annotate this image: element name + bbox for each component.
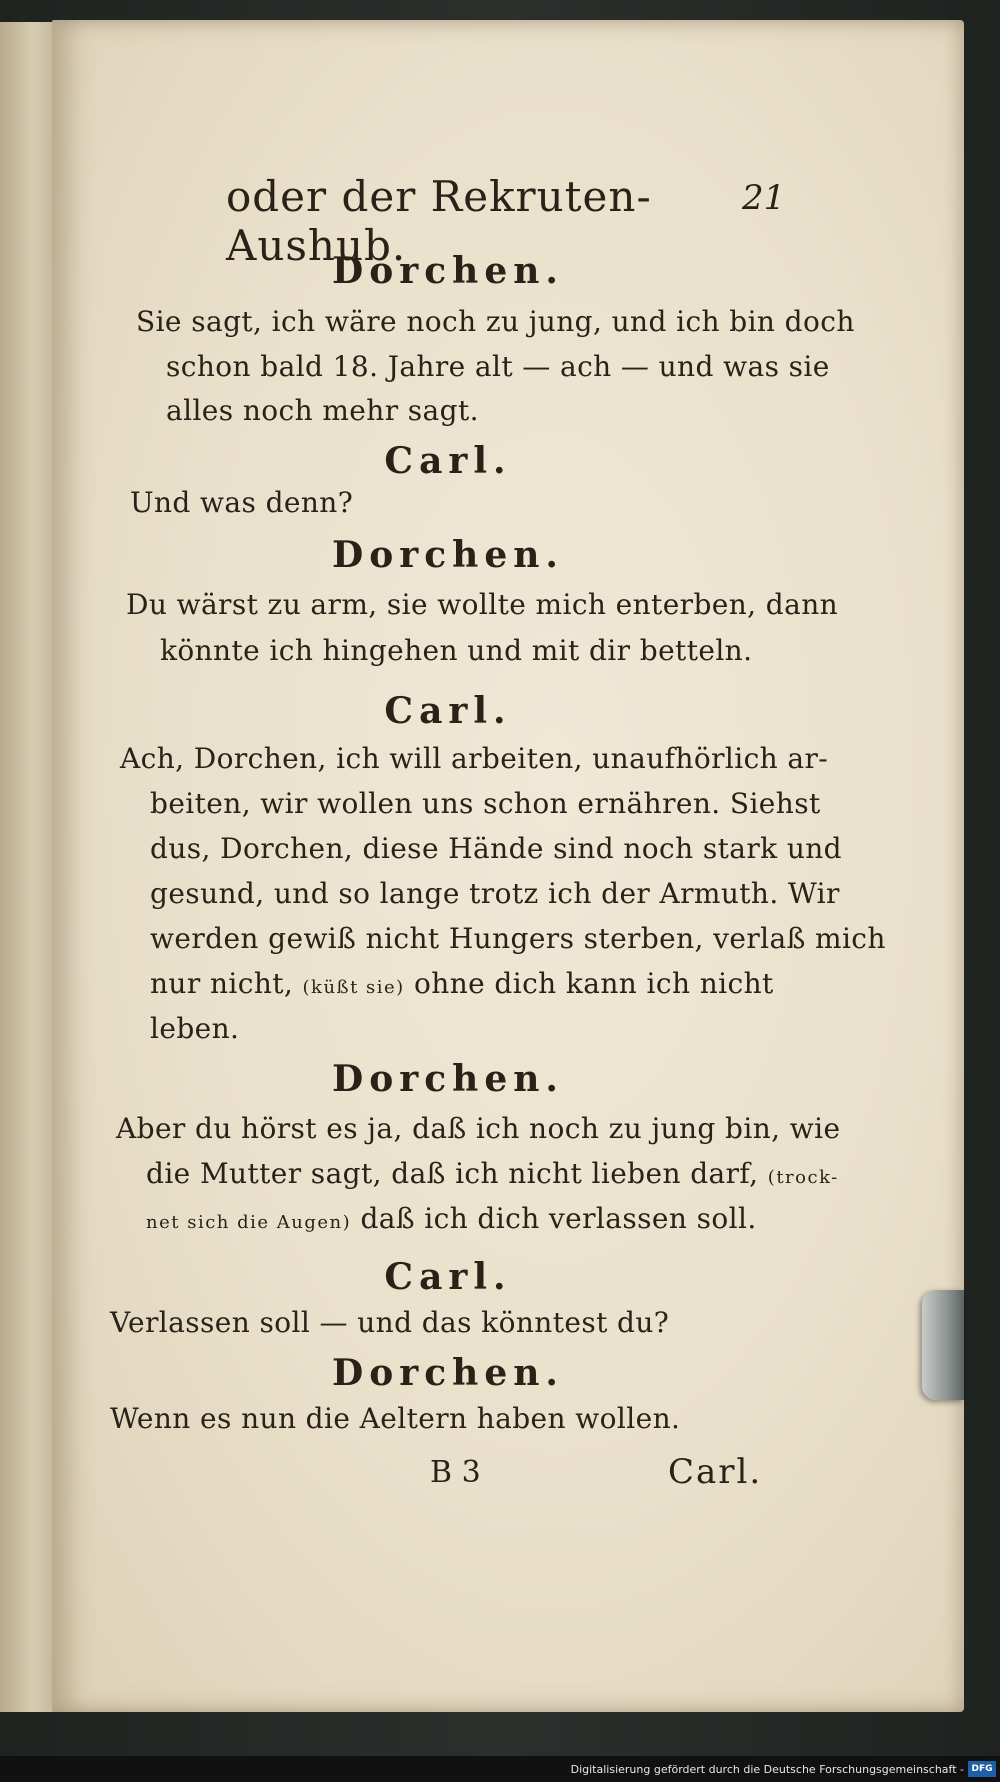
dialogue-line: Ach, Dorchen, ich will arbeiten, unaufhörlich ar- [120, 742, 829, 775]
signature-mark: B 3 [430, 1455, 481, 1490]
catchword: Carl. [668, 1452, 763, 1492]
dialogue-line: Verlassen soll — und das könntest du? [110, 1306, 670, 1339]
speaker-name: Dorchen. [332, 250, 564, 292]
dfg-logo: DFG [968, 1761, 996, 1777]
dialogue-line-with-aside [146, 1157, 839, 1190]
line-text: die Mutter sagt, daß ich nicht lieben darf, [146, 1157, 759, 1190]
line-text: ohne dich kann ich nicht [414, 967, 774, 1000]
stage-direction: (trock- [767, 1167, 839, 1188]
dialogue-line: werden gewiß nicht Hungers sterben, verlaß mich [150, 922, 886, 955]
dialogue-line: gesund, und so lange trotz ich der Armuth. Wir [150, 877, 840, 910]
dialogue-line: beiten, wir wollen uns schon ernähren. Siehst [150, 787, 821, 820]
stage-direction: (küßt sie) [302, 977, 405, 998]
speaker-name: Carl. [384, 440, 512, 482]
page-clip [922, 1290, 964, 1400]
running-title: oder der Rekruten-Aushub. [226, 172, 652, 270]
line-text: nur nicht, [150, 967, 294, 1000]
dialogue-line: Du wärst zu arm, sie wollte mich enterben, dann [126, 588, 839, 621]
dialogue-line-with-aside [146, 1202, 757, 1235]
speaker-name: Dorchen. [332, 534, 564, 576]
line-text: daß ich dich verlassen soll. [360, 1202, 757, 1235]
speaker-name: Dorchen. [332, 1058, 564, 1100]
speaker-name: Carl. [384, 690, 512, 732]
dialogue-line: könnte ich hingehen und mit dir betteln. [160, 634, 753, 667]
dialogue-line: Wenn es nun die Aeltern haben wollen. [110, 1402, 681, 1435]
dialogue-line: alles noch mehr sagt. [166, 394, 479, 427]
page-number: 21 [742, 178, 786, 218]
dialogue-line-with-aside [150, 967, 774, 1000]
dialogue-line: Sie sagt, ich wäre noch zu jung, und ich bin doch [136, 305, 855, 338]
dialogue-line: leben. [150, 1012, 240, 1045]
dialogue-line: dus, Dorchen, diese Hände sind noch stark und [150, 832, 843, 865]
dialogue-line: Aber du hörst es ja, daß ich noch zu jung bin, wie [116, 1112, 841, 1145]
dialogue-line: schon bald 18. Jahre alt — ach — und was sie [166, 350, 830, 383]
speaker-name: Carl. [384, 1256, 512, 1298]
credit-bar [0, 1756, 1000, 1782]
speaker-name: Dorchen. [332, 1352, 564, 1394]
dialogue-line: Und was denn? [130, 486, 354, 519]
stage-direction: net sich die Augen) [146, 1212, 352, 1233]
credit-text: Digitalisierung gefördert durch die Deutsche Forschungsgemeinschaft - [570, 1763, 964, 1776]
